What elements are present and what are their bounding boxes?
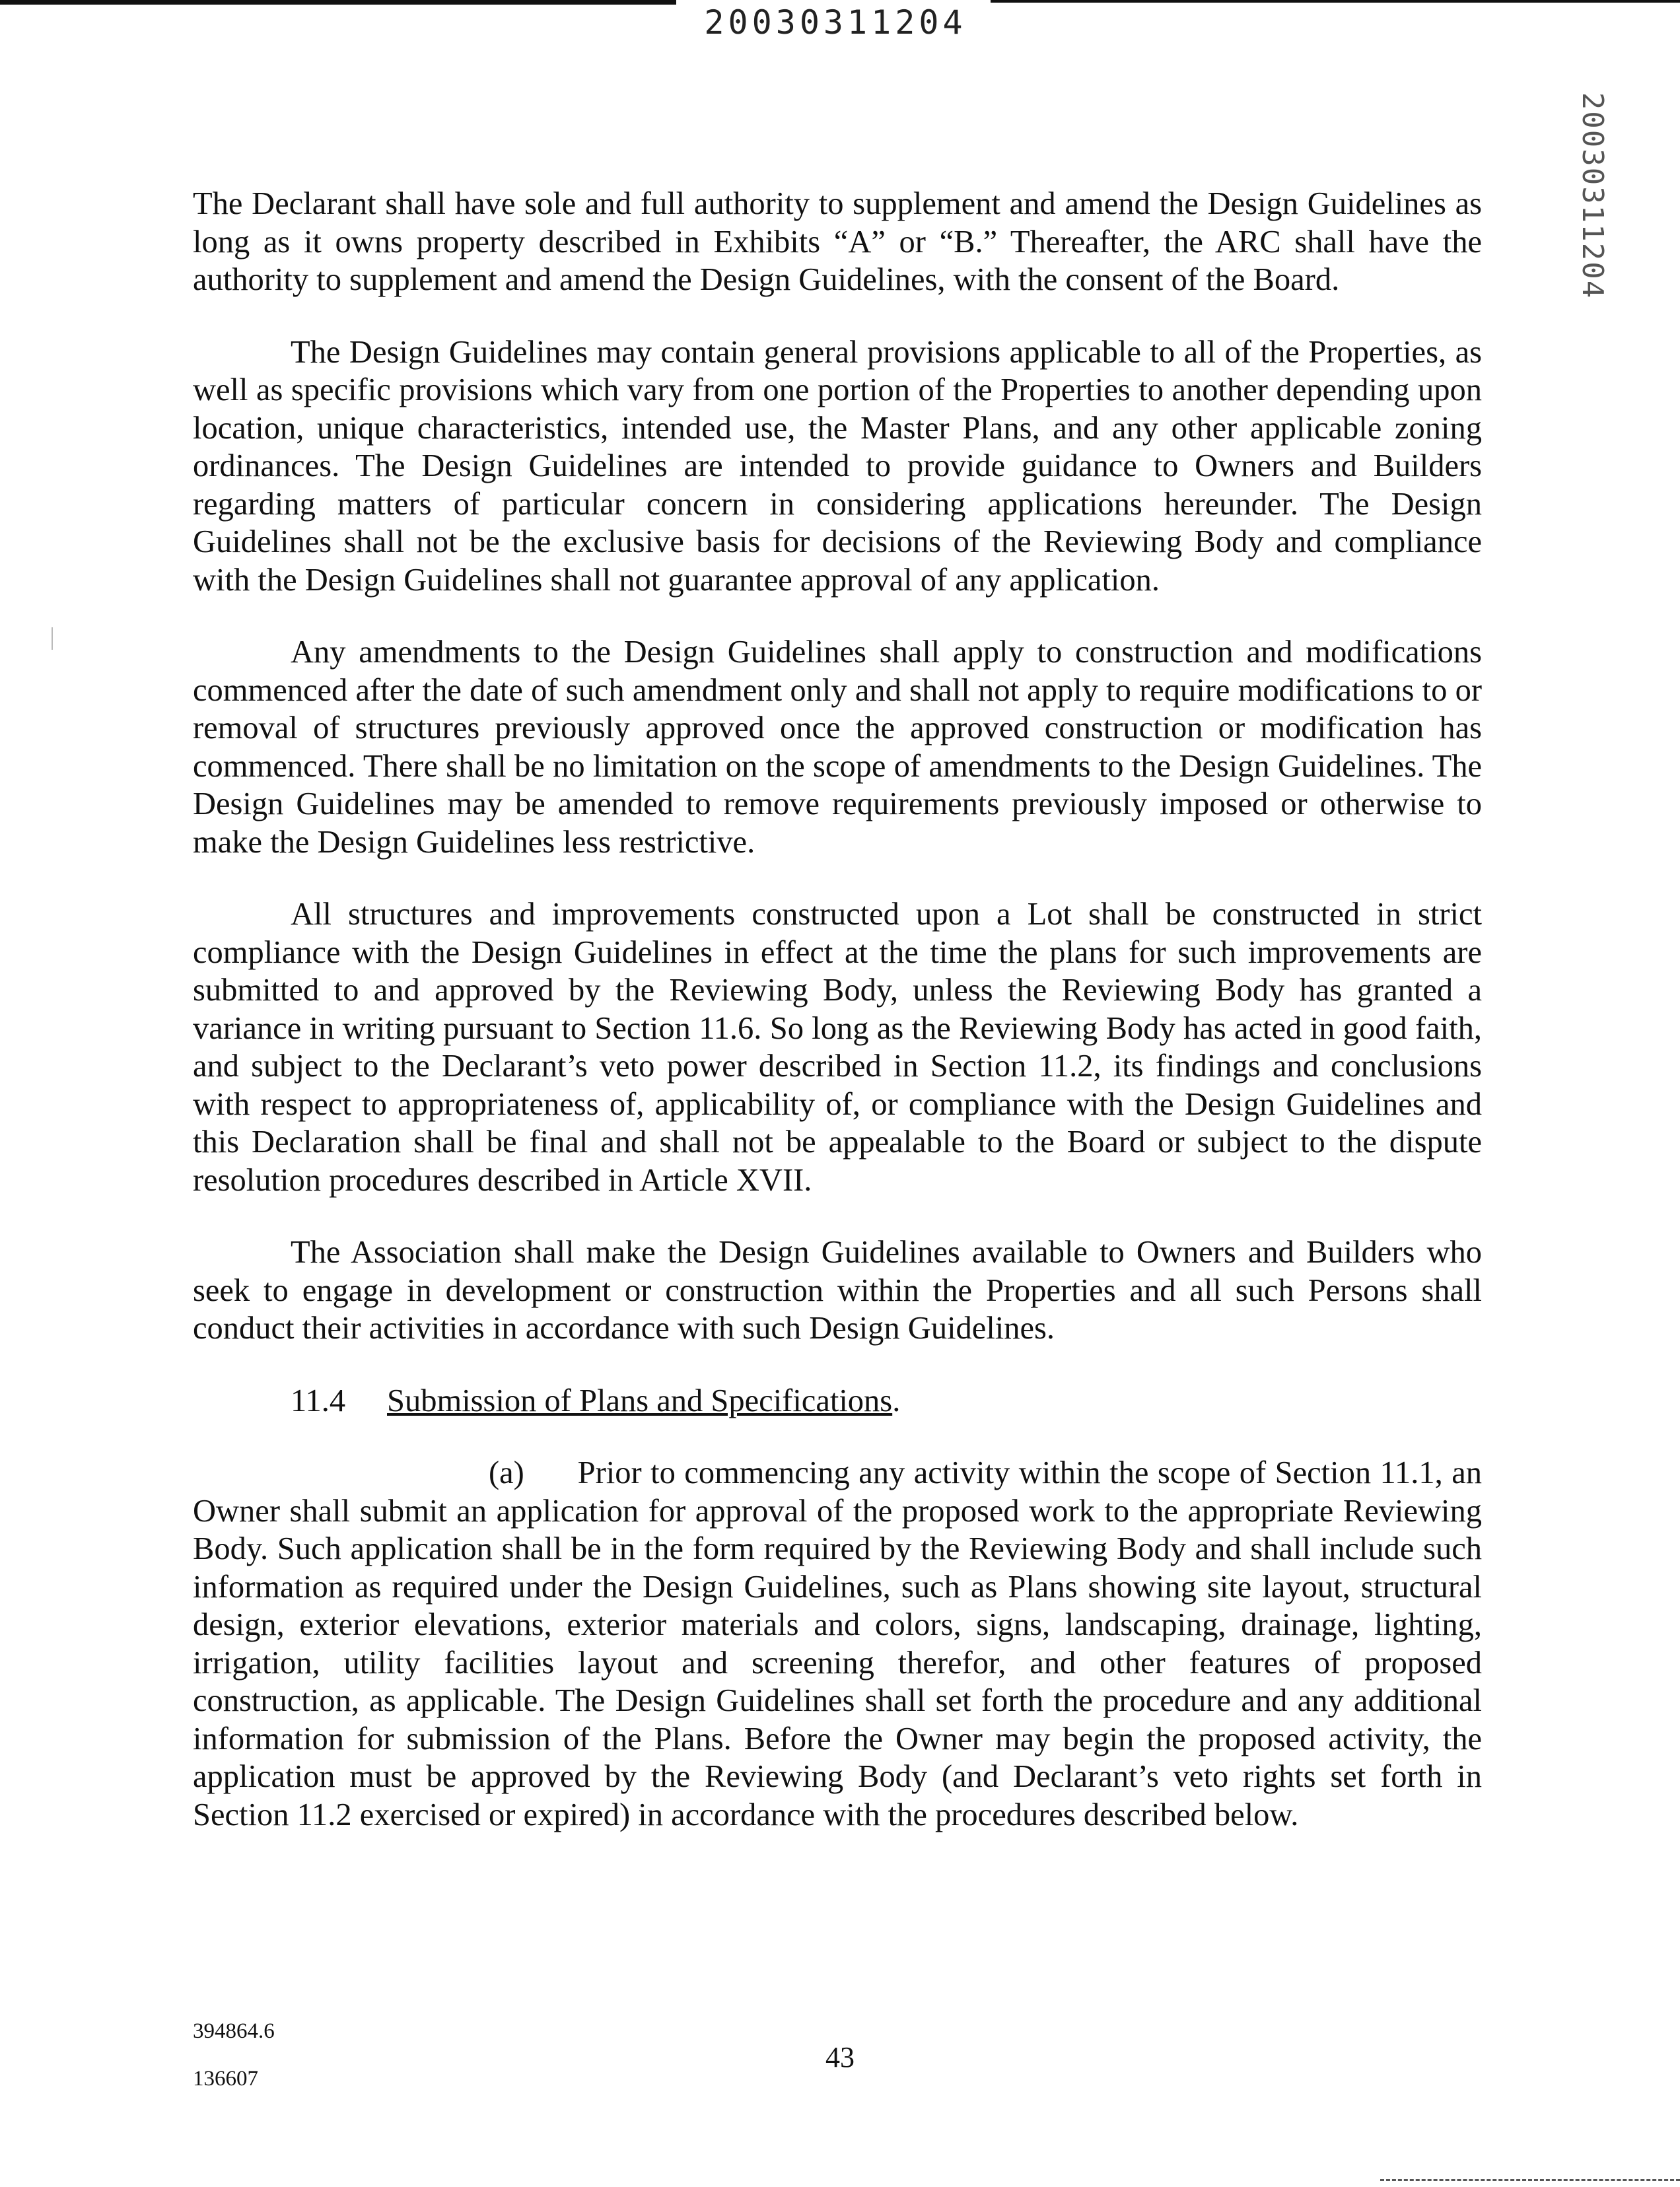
page-number: 43 — [825, 2041, 855, 2073]
top-border-right — [991, 0, 1680, 3]
bottom-border-dashes — [1380, 2179, 1680, 2181]
paragraph-availability: The Association shall make the Design Guidelines available to Owners and Builders who seek to engage in development or construction within the Properties and all such Persons shall conduct their activities in accordance with such Design Guidelines. — [193, 1235, 1482, 1346]
side-stamp — [1574, 92, 1611, 299]
side-stamp-text: 20030311204 — [1576, 92, 1610, 299]
footer-doc-id-2: 136607 — [193, 2067, 258, 2091]
section-number: 11.4 — [291, 1383, 346, 1418]
page-body — [193, 185, 1482, 1868]
section-title-period: . — [892, 1383, 901, 1418]
section-title-wrap — [387, 1382, 900, 1420]
paragraph-compliance: All structures and improvements constructed upon a Lot shall be constructed in strict compliance with the Design Guidelines in effect at the time the plans for such improvements are submitted to and approved by the Reviewing Body, unless the Reviewing Body has granted a variance in writing pursuant to Section 11.6. So long as the Reviewing Body has acted in good faith, and subject to the Declarant’s veto power described in Section 11.2, its findings and conclusions with respect to appropriateness of, applicability of, or compliance with the Design Guidelines and this Declaration shall be final and shall not be appealable to the Board or subject to the dispute resolution procedures described in Article XVII. — [193, 897, 1482, 1198]
footer-doc-id-1: 394864.6 — [193, 2019, 275, 2043]
paragraph-general-provisions: The Design Guidelines may contain general provisions applicable to all of the Properties, as well as specific provisions which vary from one portion of the Properties to another depending upon location, unique characteristics, intended use, the Master Plans, and any other applicable zoning ordinances. The Design Guidelines are intended to provide guidance to Owners and Builders regarding matters of particular concern in considering applications hereunder. The Design Guidelines shall not be the exclusive basis for decisions of the Reviewing Body and compliance with the Design Guidelines shall not guarantee approval of any application. — [193, 334, 1482, 598]
footer-doc-ids — [193, 2007, 275, 2102]
paragraph-subsection-a: (a) Prior to commencing any activity within the scope of Section 11.1, an Owner shall submit an application for approval of the proposed work to the appropriate Reviewing Body. Such application shall be in the form required by the Reviewing Body and shall include such information as required under the Design Guidelines, such as Plans showing site layout, structural design, exterior elevations, exterior materials and colors, signs, landscaping, drainage, lighting, irrigation, utility facilities layout and screening therefor, and other features of proposed construction, as applicable. The Design Guidelines shall set forth the procedure and any additional information for submission of the Plans. Before the Owner may begin the proposed activity, the application must be approved by the Reviewing Body (and Declarant’s veto rights set forth in Section 11.2 exercised or expired) in accordance with the procedures described below. — [193, 1455, 1482, 1832]
section-heading — [291, 1382, 1482, 1420]
paragraph-amendments: Any amendments to the Design Guidelines shall apply to construction and modifications commenced after the date of such amendment only and shall not apply to require modifications to or removal of structures previously approved once the approved construction or modification has commenced. There shall be no limitation on the scope of amendments to the Design Guidelines. The Design Guidelines may be amended to remove requirements previously imposed or otherwise to make the Design Guidelines less restrictive. — [193, 635, 1482, 860]
document-number: 20030311204 — [704, 3, 967, 42]
margin-mark — [52, 627, 53, 650]
section-title: Submission of Plans and Specifications — [387, 1383, 893, 1418]
top-border-left — [0, 0, 676, 5]
paragraph-authority: The Declarant shall have sole and full authority to supplement and amend the Design Guidelines as long as it owns property described in Exhibits “A” or “B.” Thereafter, the ARC shall have the authority to supplement and amend the Design Guidelines, with the consent of the Board. — [193, 186, 1482, 297]
